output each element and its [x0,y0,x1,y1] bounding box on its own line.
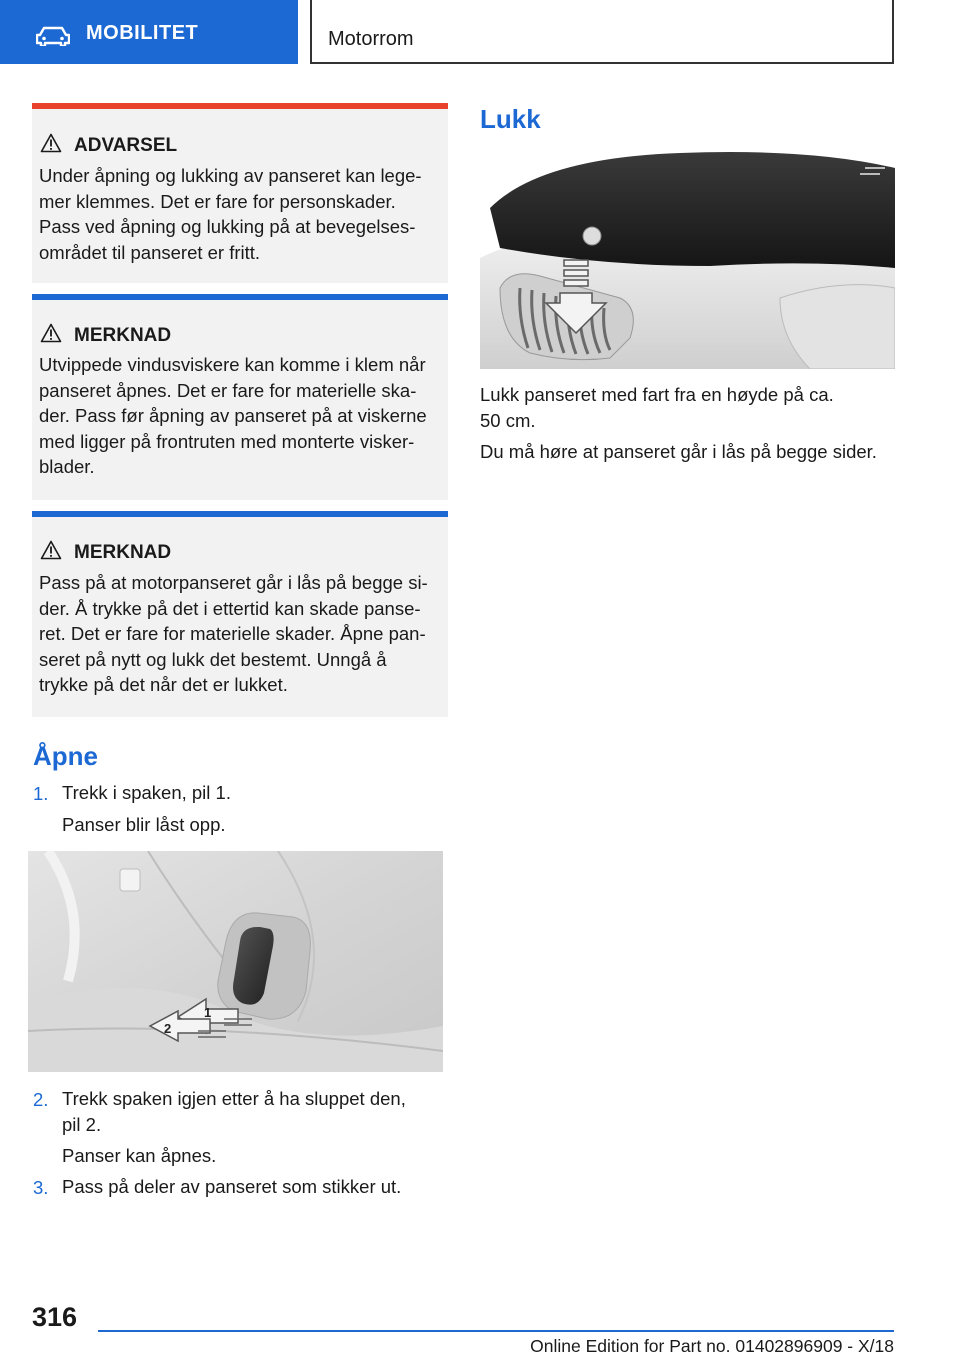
notice-box [32,294,448,500]
arrow-label-2: 2 [164,1021,172,1036]
notice-bar [32,511,448,517]
close-paragraph [480,439,877,465]
notice-heading: MERKNAD [74,325,172,346]
text-line: der. Pass før åpning av panseret på at viskerne [39,405,427,426]
notice-bar [32,294,448,300]
step-number: 1. [33,783,49,804]
text-line: med ligger på frontruten med monterte visker- [39,430,415,452]
section-tab[interactable] [0,0,298,64]
warning-text [39,163,444,265]
arrow-label-1: 1 [204,1005,212,1020]
warning-triangle-icon [40,323,62,343]
open-heading: Åpne [33,741,98,771]
warning-bar [32,103,448,109]
step-result: Panser kan åpnes. [62,1145,217,1166]
text-line: 50 cm. [480,410,536,431]
step-text [62,1086,406,1138]
close-paragraph [480,382,834,434]
warning-triangle-icon [40,133,62,153]
edition-info: Online Edition for Part no. 01402896909 - X/18 [530,1336,894,1356]
notice-text [39,570,444,698]
text-line: området til panseret er fritt. [39,241,261,263]
hood-release-drawing [28,851,443,1072]
text-line: Lukk panseret med fart fra en høyde på ca. [480,384,834,405]
section-label: MOBILITET [86,22,199,44]
chapter-header [310,0,894,64]
notice-heading: MERKNAD [74,542,172,563]
step-number: 3. [33,1177,49,1198]
text-line: Utvippede vindusviskere kan komme i klem når [39,354,426,375]
text-line: Pass på at motorpanseret går i lås på begge si- [39,572,428,593]
footer-rule [98,1330,894,1332]
text-line: seret på nytt og lukk det bestemt. Unngå å [39,648,387,670]
step-number: 2. [33,1089,49,1110]
text-line: Under åpning og lukking av panseret kan lege- [39,165,422,186]
car-icon [36,26,70,46]
notice-text [39,352,444,480]
hood-close-drawing [480,148,895,369]
text-line: pil 2. [62,1114,102,1135]
warning-triangle-icon [40,540,62,560]
notice-box [32,511,448,717]
hood-release-illustration [28,851,443,1072]
text-line: Pass ved åpning og lukking på at bevegelses- [39,216,416,237]
text-line: trykke på det når det er lukket. [39,674,288,695]
warning-box [32,103,448,283]
step-text: Trekk i spaken, pil 1. [62,782,231,803]
hood-close-illustration [480,148,895,369]
step-text: Pass på deler av panseret som stikker ut. [62,1176,402,1197]
step-result: Panser blir låst opp. [62,814,226,835]
text-line: der. Å trykke på det i ettertid kan skade panse- [39,597,421,619]
warning-heading: ADVARSEL [74,135,178,156]
close-heading: Lukk [480,104,541,134]
text-line: ret. Det er fare for materielle skader. Åpne pan- [39,623,426,644]
text-line: Trekk spaken igjen etter å ha sluppet den, [62,1088,406,1109]
text-line: panseret åpnes. Det er fare for materielle ska- [39,379,417,401]
page-number: 316 [32,1302,78,1332]
text-line: mer klemmes. Det er fare for personskader. [39,190,396,212]
text-line: blader. [39,456,95,477]
chapter-label: Motorrom [328,28,414,50]
text-line: Du må høre at panseret går i lås på begge sider. [480,441,877,462]
